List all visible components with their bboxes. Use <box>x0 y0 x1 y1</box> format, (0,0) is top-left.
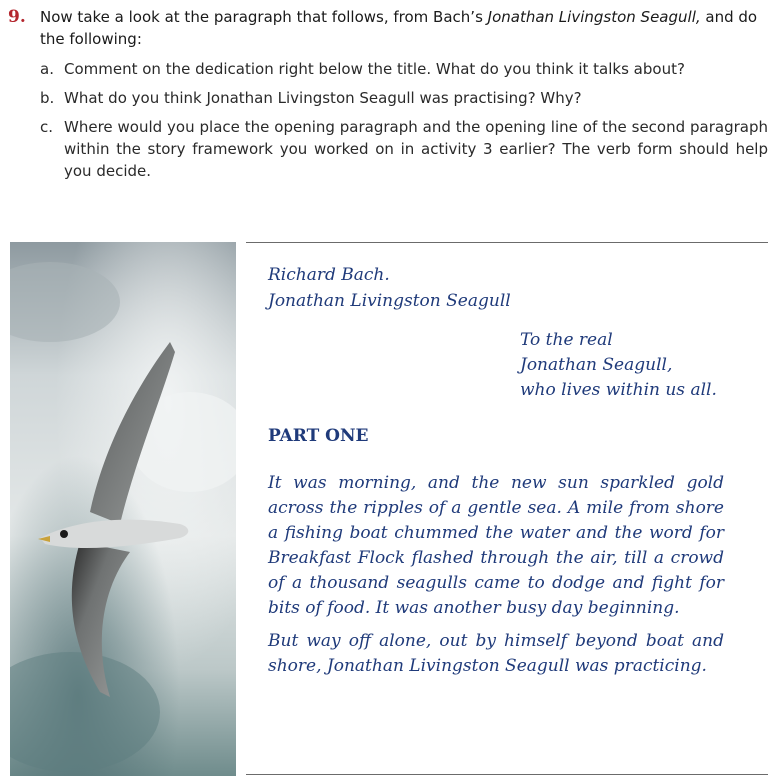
item-text: Where would you place the opening paragraph and the opening line of the second paragraph within the story framework you worked on in activity 3 earlier? The verb form should help you decide. <box>64 118 768 180</box>
dedication <box>520 328 724 403</box>
item-letter: a. <box>40 60 54 78</box>
top-divider <box>246 242 768 243</box>
question-intro-after: and do the following: <box>40 8 758 48</box>
question-intro-before: Now take a look at the paragraph that follows, from Bach’s <box>40 8 488 26</box>
question-9 <box>8 6 768 189</box>
seagull-image <box>10 242 236 776</box>
excerpt-book-title: Jonathan Livingston Seagull <box>268 291 511 311</box>
item-letter: b. <box>40 89 55 107</box>
question-intro-title: Jonathan Livingston Seagull, <box>487 8 701 26</box>
question-intro <box>40 6 768 50</box>
bottom-divider <box>246 774 768 775</box>
question-item-a <box>40 58 768 80</box>
dedication-line: Jonathan Seagull, <box>520 355 673 375</box>
excerpt-paragraph-2: But way off alone, out by himself beyond boat and shore, Jonathan Livingston Seagull was practicing. <box>268 631 724 676</box>
question-number: 9. <box>8 7 26 27</box>
excerpt-author: Richard Bach. <box>268 265 390 285</box>
question-item-b <box>40 87 768 109</box>
item-text: Comment on the dedication right below the title. What do you think it talks about? <box>64 60 685 78</box>
question-items <box>40 58 768 182</box>
seagull-photo <box>10 242 236 776</box>
question-header <box>8 6 768 50</box>
item-text: What do you think Jonathan Livingston Seagull was practising? Why? <box>64 89 582 107</box>
dedication-line: who lives within us all. <box>520 380 717 400</box>
part-heading: PART ONE <box>268 426 369 446</box>
item-letter: c. <box>40 118 54 136</box>
question-item-c <box>40 116 768 182</box>
dedication-line: To the real <box>520 330 613 350</box>
book-excerpt <box>268 262 724 679</box>
excerpt-paragraph-1: It was morning, and the new sun sparkled gold across the ripples of a gentle sea. A mile from shore a fishing boat chummed the water and the word for Breakfast Flock flashed through the air, till a crowd of a thousand seagulls came to dodge and fight for bits of food. It was another busy day beginning. <box>268 473 724 618</box>
